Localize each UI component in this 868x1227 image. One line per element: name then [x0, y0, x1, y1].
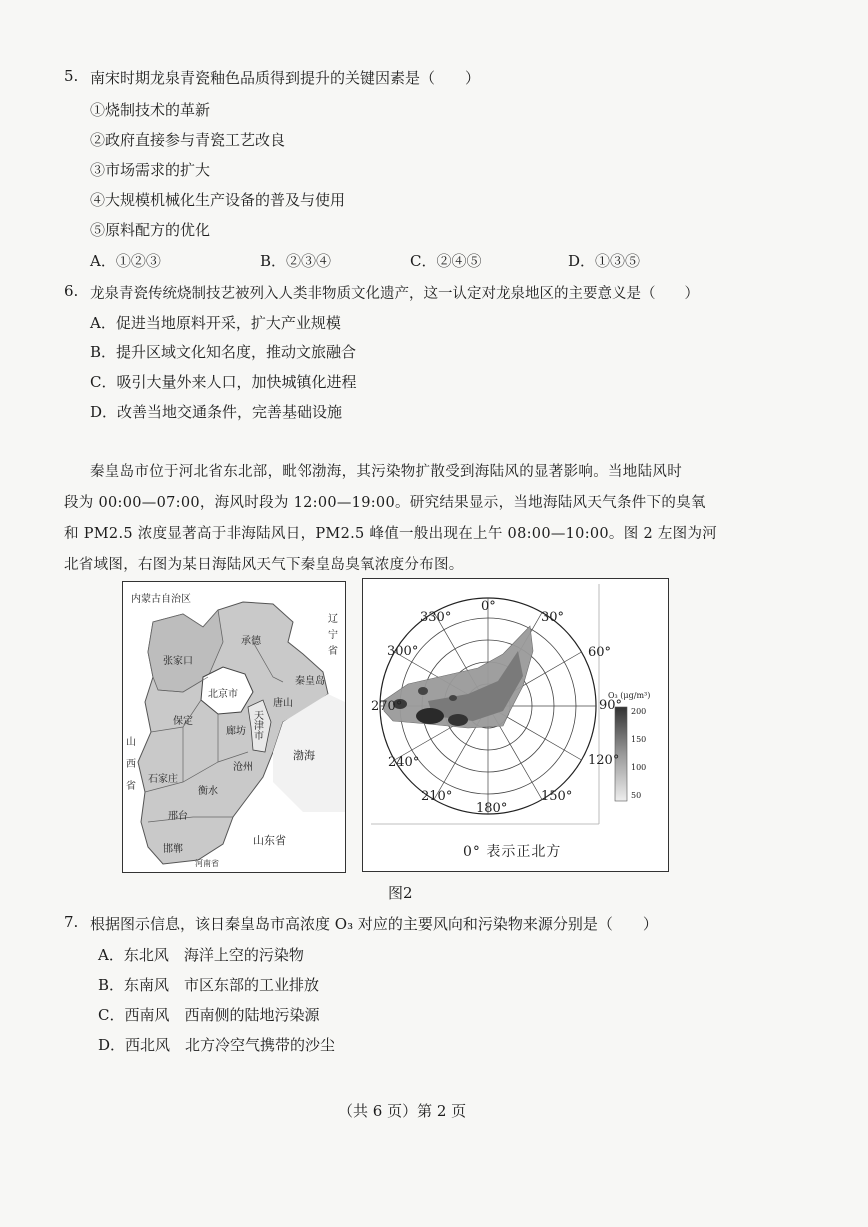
q5-option-a[interactable]: A．①②③: [90, 252, 161, 270]
map-label-qhd: 秦皇岛: [295, 676, 325, 687]
map-label-sx: 山西省: [126, 737, 136, 792]
q7-option-d[interactable]: D．西北风 北方冷空气携带的沙尘: [98, 1036, 336, 1054]
polar-note: 0° 表示正北方: [463, 844, 562, 860]
angle-150: 150°: [541, 789, 573, 804]
angle-240: 240°: [388, 755, 420, 770]
angle-120: 120°: [588, 753, 620, 768]
q5-item: ①烧制技术的革新: [90, 101, 211, 119]
q5-stem: 南宋时期龙泉青瓷釉色品质得到提升的关键因素是（ ）: [90, 69, 481, 87]
map-label-hn: 河南省: [195, 859, 219, 868]
angle-30: 30°: [541, 610, 565, 625]
map-label-bd: 保定: [173, 716, 193, 727]
angle-180: 180°: [476, 801, 508, 816]
map-label-cz: 沧州: [233, 762, 253, 773]
q5-item: ⑤原料配方的优化: [90, 221, 211, 239]
q6-number: 6.: [64, 282, 79, 300]
ozone-polar-svg: [363, 579, 668, 871]
q5-option-b[interactable]: B．②③④: [260, 252, 332, 270]
passage-line: 秦皇岛市位于河北省东北部，毗邻渤海，其污染物扩散受到海陆风的显著影响。当地陆风时: [90, 464, 682, 480]
passage-line: 北省域图，右图为某日海陆风天气下秦皇岛臭氧浓度分布图。: [64, 557, 464, 573]
q6-option-a[interactable]: A．促进当地原料开采，扩大产业规模: [90, 314, 341, 332]
angle-0: 0°: [481, 599, 496, 614]
hebei-map: [122, 581, 346, 873]
q7-option-b[interactable]: B．东南风 市区东部的工业排放: [98, 976, 320, 994]
map-label-sd: 山东省: [253, 834, 286, 847]
q5-number: 5.: [64, 67, 79, 85]
q5-option-d[interactable]: D．①③⑤: [568, 252, 641, 270]
map-label-cd: 承德: [241, 636, 261, 647]
map-label-ln: 辽宁省: [328, 614, 338, 657]
q6-option-b[interactable]: B．提升区域文化知名度，推动文旅融合: [90, 343, 357, 361]
q7-option-a[interactable]: A．东北风 海洋上空的污染物: [98, 946, 304, 964]
q5-item: ④大规模机械化生产设备的普及与使用: [90, 191, 346, 209]
q5-option-c[interactable]: C．②④⑤: [410, 252, 482, 270]
q5-item: ②政府直接参与青瓷工艺改良: [90, 131, 286, 149]
map-label-hs: 衡水: [198, 786, 218, 797]
map-label-lf: 廊坊: [226, 726, 246, 737]
map-label-ts: 唐山: [273, 698, 293, 709]
q7-number: 7.: [64, 913, 79, 931]
map-label-bohai: 渤海: [293, 749, 315, 762]
ozone-polar-figure: [362, 578, 669, 872]
map-label-nmg: 内蒙古自治区: [131, 594, 191, 605]
legend-tick: 150: [631, 735, 647, 744]
q6-option-d[interactable]: D．改善当地交通条件，完善基础设施: [90, 403, 343, 421]
page-footer: （共 6 页）第 2 页: [338, 1102, 467, 1120]
angle-210: 210°: [421, 789, 453, 804]
q6-stem: 龙泉青瓷传统烧制技艺被列入人类非物质文化遗产，这一认定对龙泉地区的主要意义是（ ）: [90, 286, 699, 302]
angle-60: 60°: [588, 645, 612, 660]
map-label-bj: 北京市: [208, 689, 238, 700]
angle-300: 300°: [387, 644, 419, 659]
legend-title: O₃ (μg/m³): [608, 691, 651, 700]
map-label-xt: 邢台: [168, 811, 188, 822]
map-label-hd: 邯郸: [163, 844, 183, 855]
map-label-zjk: 张家口: [163, 656, 193, 667]
angle-90: 90°: [599, 698, 623, 713]
legend-tick: 50: [631, 791, 642, 800]
map-label-tj: 天津市: [254, 711, 264, 742]
map-label-sjz: 石家庄: [148, 774, 178, 785]
legend-tick: 200: [631, 707, 647, 716]
q7-stem: 根据图示信息，该日秦皇岛市高浓度 O₃ 对应的主要风向和污染物来源分别是（ ）: [90, 915, 658, 933]
passage-line: 和 PM2.5 浓度显著高于非海陆风日，PM2.5 峰值一般出现在上午 08:00—10:00。图 2 左图为河: [64, 526, 718, 542]
passage-line: 段为 00:00—07:00，海风时段为 12:00—19:00。研究结果显示，当地海陆风天气条件下的臭氧: [64, 495, 706, 511]
figure-caption: 图2: [388, 884, 413, 902]
q5-item: ③市场需求的扩大: [90, 161, 211, 179]
angle-330: 330°: [420, 610, 452, 625]
legend-tick: 100: [631, 763, 647, 772]
q6-option-c[interactable]: C．吸引大量外来人口，加快城镇化进程: [90, 373, 357, 391]
q7-option-c[interactable]: C．西南风 西南侧的陆地污染源: [98, 1006, 320, 1024]
angle-270: 270°: [371, 699, 403, 714]
